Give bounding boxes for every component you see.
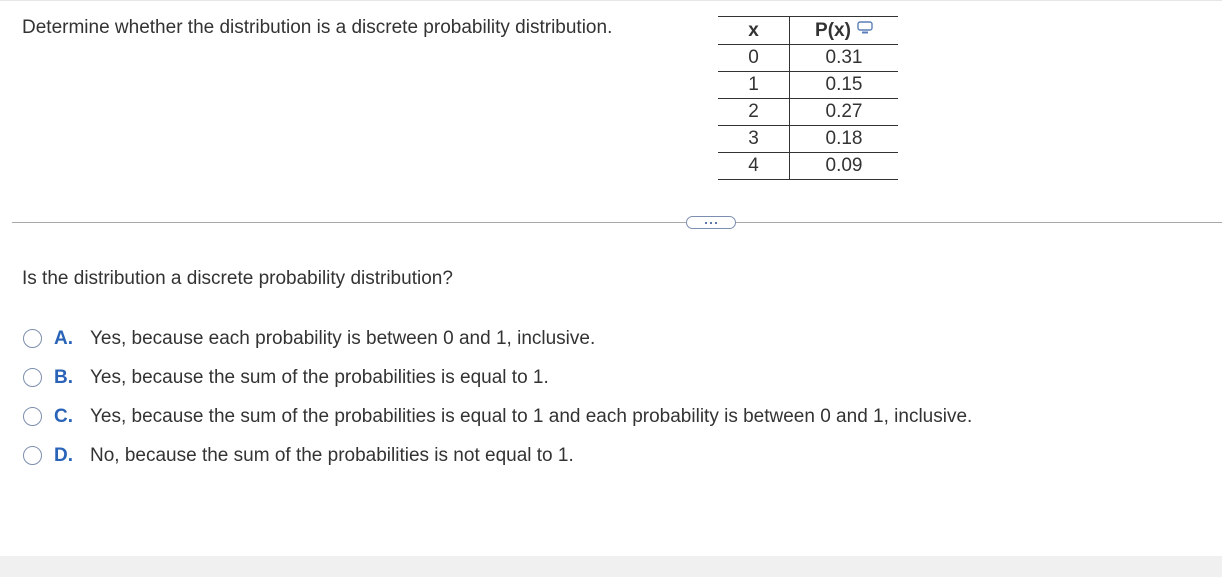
table-row — [718, 153, 898, 180]
bottom-bar — [0, 556, 1222, 577]
section-divider — [12, 222, 1222, 223]
sub-question-text: Is the distribution a discrete probability distribution? — [22, 268, 453, 289]
cell-x: 4 — [718, 153, 790, 180]
option-d[interactable] — [23, 436, 972, 475]
table-row — [718, 45, 898, 72]
option-a[interactable] — [23, 319, 972, 358]
radio-button-c[interactable] — [23, 407, 42, 426]
option-text: Yes, because each probability is between 0 and 1, inclusive. — [90, 327, 596, 349]
header-x: x — [718, 17, 790, 45]
cell-x: 2 — [718, 99, 790, 126]
option-letter: D. — [54, 444, 73, 466]
ellipsis-icon — [705, 222, 707, 224]
cell-x: 0 — [718, 45, 790, 72]
cell-x: 1 — [718, 72, 790, 99]
header-px-label: P(x) — [815, 20, 851, 41]
table-header-row — [718, 17, 898, 45]
option-b[interactable] — [23, 358, 972, 397]
cell-px: 0.15 — [825, 74, 863, 96]
copy-icon[interactable] — [857, 15, 873, 42]
cell-x: 3 — [718, 126, 790, 153]
table-row — [718, 99, 898, 126]
table-row — [718, 72, 898, 99]
radio-button-a[interactable] — [23, 329, 42, 348]
radio-button-d[interactable] — [23, 446, 42, 465]
top-divider — [0, 0, 1222, 1]
option-text: No, because the sum of the probabilities is not equal to 1. — [90, 444, 574, 466]
question-text: Determine whether the distribution is a discrete probability distribution. — [22, 17, 613, 38]
answer-options — [23, 319, 972, 475]
radio-button-b[interactable] — [23, 368, 42, 387]
cell-px: 0.18 — [825, 128, 863, 150]
option-letter: B. — [54, 366, 73, 388]
option-letter: A. — [54, 327, 73, 349]
distribution-table — [718, 16, 898, 180]
option-letter: C. — [54, 405, 73, 427]
cell-px: 0.27 — [825, 101, 863, 123]
header-px — [790, 17, 899, 45]
cell-px: 0.31 — [825, 47, 863, 69]
table-row — [718, 126, 898, 153]
cell-px: 0.09 — [825, 155, 863, 177]
option-text: Yes, because the sum of the probabilities is equal to 1 and each probability is between 0 and 1, inclusive. — [90, 405, 973, 427]
more-options-button[interactable] — [686, 216, 736, 229]
option-c[interactable] — [23, 397, 972, 436]
option-text: Yes, because the sum of the probabilities is equal to 1. — [90, 366, 549, 388]
